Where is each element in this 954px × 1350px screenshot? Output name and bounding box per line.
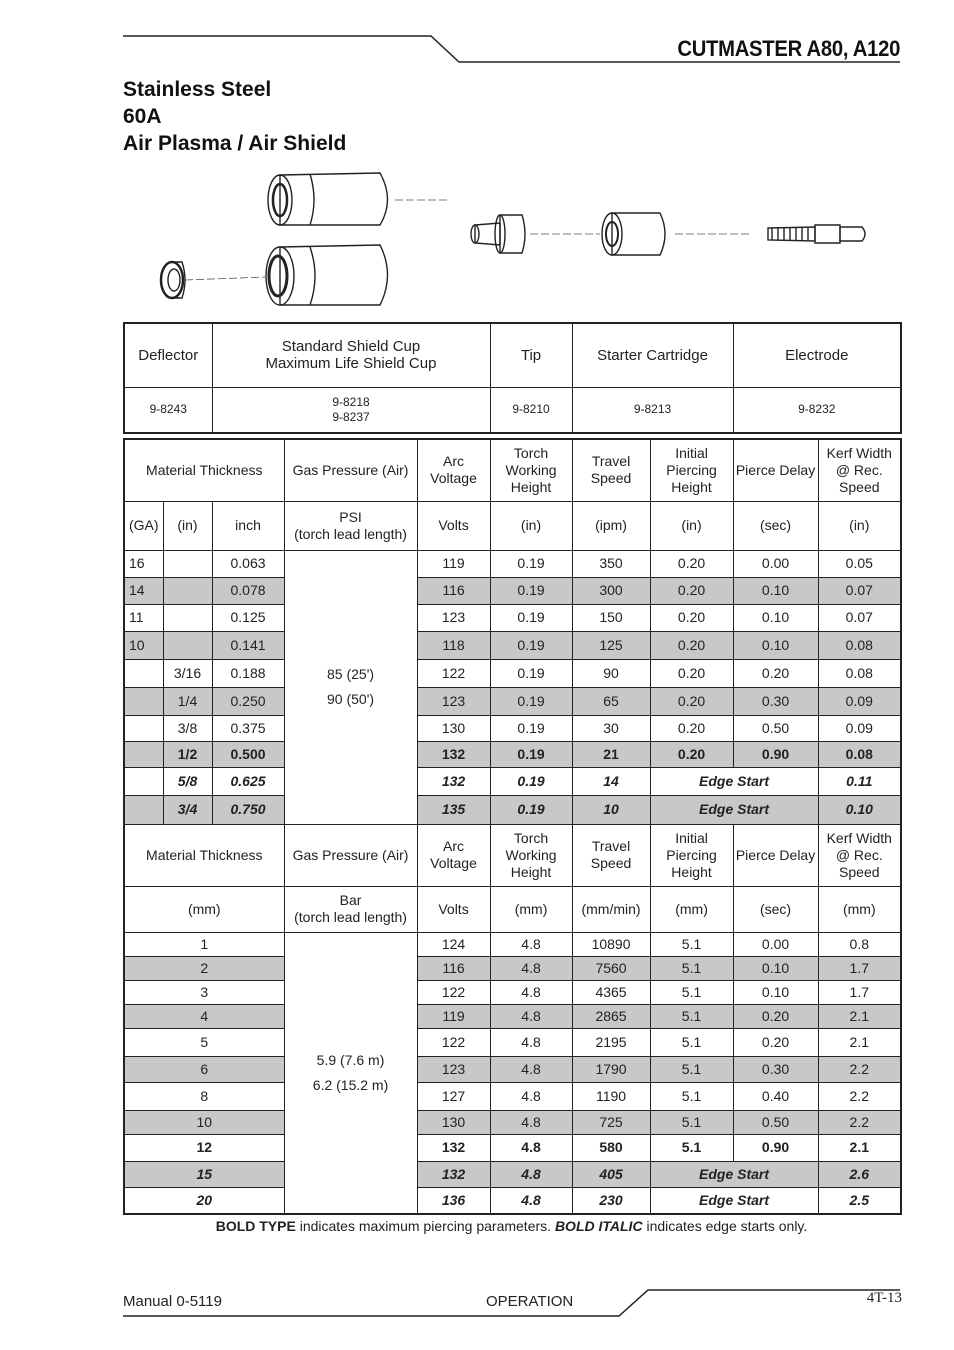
cell-pierce-height: 0.20	[650, 604, 733, 631]
met-unit-twh: (mm)	[490, 886, 572, 932]
cell-pierce-height: 0.20	[650, 687, 733, 715]
cell-kerf: 0.08	[818, 659, 901, 687]
imp-unit-in: (in)	[163, 501, 212, 550]
cell-kerf: 2.2	[818, 1110, 901, 1134]
cell-pierce-delay: 0.10	[733, 631, 818, 659]
imp-header-arc: Arc Voltage	[417, 439, 490, 501]
imperial-row	[124, 659, 901, 687]
cell-kerf: 2.5	[818, 1187, 901, 1214]
metric-row	[124, 1161, 901, 1187]
cell-travel-speed: 300	[572, 577, 650, 604]
gas-pressure-value: 6.2 (15.2 m)	[312, 1076, 389, 1093]
cell-edge-start: Edge Start	[650, 767, 818, 795]
deflector-illustration	[161, 262, 185, 298]
cell-kerf: 0.08	[818, 741, 901, 767]
metric-row	[124, 1004, 901, 1028]
gas-pressure-value: 5.9 (7.6 m)	[316, 1051, 385, 1068]
cell-torch-height: 4.8	[490, 956, 572, 980]
cell-kerf: 2.1	[818, 1028, 901, 1056]
cell-pierce-height: 0.20	[650, 659, 733, 687]
cell-travel-speed: 580	[572, 1134, 650, 1161]
met-header-kerf: Kerf Width @ Rec. Speed	[818, 824, 901, 886]
imperial-row	[124, 550, 901, 577]
max-life-shield-cup-illustration	[266, 245, 388, 305]
cell-pierce-delay: 0.30	[733, 687, 818, 715]
cell-mm: 8	[124, 1082, 284, 1110]
cell-torch-height: 0.19	[490, 577, 572, 604]
cell-fraction: 3/4	[163, 795, 212, 824]
cell-pierce-height: 5.1	[650, 1028, 733, 1056]
imp-header-pierce: Pierce Delay	[733, 439, 818, 501]
imperial-row	[124, 604, 901, 631]
cell-torch-height: 4.8	[490, 1187, 572, 1214]
part-number-deflector: 9-8243	[124, 387, 212, 433]
cell-pierce-delay: 0.00	[733, 932, 818, 956]
met-header-pierce: Pierce Delay	[733, 824, 818, 886]
cell-kerf: 2.2	[818, 1082, 901, 1110]
cell-pierce-delay: 0.90	[733, 741, 818, 767]
cell-kerf: 0.07	[818, 604, 901, 631]
cell-pierce-height: 5.1	[650, 980, 733, 1004]
cell-edge-start: Edge Start	[650, 1187, 818, 1214]
cell-kerf: 2.1	[818, 1134, 901, 1161]
cell-arc-voltage: 122	[417, 659, 490, 687]
cell-travel-speed: 230	[572, 1187, 650, 1214]
cell-gauge	[124, 795, 163, 824]
cell-pierce-height: 5.1	[650, 956, 733, 980]
imp-unit-iph: (in)	[650, 501, 733, 550]
standard-shield-cup-illustration	[268, 173, 388, 225]
footer-page-number: 4T-13	[866, 1290, 902, 1306]
gas-pressure-value: 90 (50')	[327, 691, 375, 707]
cell-fraction	[163, 550, 212, 577]
imperial-row	[124, 741, 901, 767]
cell-fraction: 5/8	[163, 767, 212, 795]
cell-torch-height: 0.19	[490, 715, 572, 741]
cell-pierce-delay: 0.20	[733, 1004, 818, 1028]
cell-torch-height: 4.8	[490, 1056, 572, 1082]
cell-gauge	[124, 767, 163, 795]
cell-inch: 0.500	[212, 741, 284, 767]
cell-gauge: 16	[124, 550, 163, 577]
cell-gauge: 11	[124, 604, 163, 631]
cell-arc-voltage: 116	[417, 956, 490, 980]
cell-torch-height: 0.19	[490, 604, 572, 631]
tip-illustration	[471, 215, 525, 253]
cell-travel-speed: 10890	[572, 932, 650, 956]
imperial-row	[124, 795, 901, 824]
cell-torch-height: 0.19	[490, 659, 572, 687]
met-unit-mm: (mm)	[124, 886, 284, 932]
cell-arc-voltage: 116	[417, 577, 490, 604]
cell-pierce-height: 5.1	[650, 1134, 733, 1161]
cell-gauge: 14	[124, 577, 163, 604]
cell-arc-voltage: 130	[417, 715, 490, 741]
cell-travel-speed: 10	[572, 795, 650, 824]
cell-gauge	[124, 687, 163, 715]
cell-travel-speed: 725	[572, 1110, 650, 1134]
cell-pierce-height: 5.1	[650, 1082, 733, 1110]
starter-cartridge-illustration	[602, 213, 665, 255]
cell-mm: 2	[124, 956, 284, 980]
cell-kerf: 2.6	[818, 1161, 901, 1187]
metric-row	[124, 1134, 901, 1161]
cell-arc-voltage: 123	[417, 1056, 490, 1082]
cell-arc-voltage: 119	[417, 550, 490, 577]
cut-parameters-table	[123, 438, 902, 1215]
cell-pierce-height: 0.20	[650, 631, 733, 659]
cell-mm: 6	[124, 1056, 284, 1082]
cell-kerf: 0.11	[818, 767, 901, 795]
cell-pierce-delay: 0.50	[733, 1110, 818, 1134]
page-title-line1: Stainless Steel	[123, 78, 272, 101]
cell-kerf: 2.1	[818, 1004, 901, 1028]
cell-arc-voltage: 122	[417, 980, 490, 1004]
cell-travel-speed: 4365	[572, 980, 650, 1004]
cell-kerf: 0.09	[818, 687, 901, 715]
cell-inch: 0.141	[212, 631, 284, 659]
footer-manual-number: Manual 0-5119	[123, 1293, 222, 1310]
cell-mm: 10	[124, 1110, 284, 1134]
page-title-line2: 60A	[123, 105, 162, 128]
metric-row	[124, 980, 901, 1004]
parts-table	[123, 322, 902, 434]
cell-arc-voltage: 132	[417, 767, 490, 795]
cell-gauge	[124, 715, 163, 741]
cell-kerf: 0.09	[818, 715, 901, 741]
part-number-starter: 9-8213	[572, 387, 733, 433]
cell-torch-height: 4.8	[490, 932, 572, 956]
imperial-row	[124, 767, 901, 795]
imperial-row	[124, 631, 901, 659]
imp-unit-twh: (in)	[490, 501, 572, 550]
met-header-gas: Gas Pressure (Air)	[284, 824, 417, 886]
met-header-arc: Arc Voltage	[417, 824, 490, 886]
imp-unit-psi: PSI (torch lead length)	[284, 501, 417, 550]
cell-travel-speed: 125	[572, 631, 650, 659]
metric-row	[124, 956, 901, 980]
cell-torch-height: 4.8	[490, 1028, 572, 1056]
parts-header-starter: Starter Cartridge	[572, 323, 733, 387]
met-unit-volts: Volts	[417, 886, 490, 932]
met-gas-pressure-cell	[284, 932, 417, 1214]
imp-unit-inch: inch	[212, 501, 284, 550]
cell-torch-height: 0.19	[490, 631, 572, 659]
cell-travel-speed: 65	[572, 687, 650, 715]
met-unit-iph: (mm)	[650, 886, 733, 932]
cell-torch-height: 4.8	[490, 1161, 572, 1187]
cell-pierce-delay: 0.90	[733, 1134, 818, 1161]
cell-inch: 0.250	[212, 687, 284, 715]
cell-travel-speed: 14	[572, 767, 650, 795]
cell-fraction	[163, 577, 212, 604]
page-title-line3: Air Plasma / Air Shield	[123, 132, 347, 155]
cell-edge-start: Edge Start	[650, 1161, 818, 1187]
cell-fraction: 1/2	[163, 741, 212, 767]
imp-gas-pressure-cell	[284, 550, 417, 824]
cell-arc-voltage: 135	[417, 795, 490, 824]
cell-pierce-height: 5.1	[650, 1110, 733, 1134]
part-number-tip: 9-8210	[490, 387, 572, 433]
cell-pierce-delay: 0.30	[733, 1056, 818, 1082]
imp-header-material: Material Thickness	[124, 439, 284, 501]
cell-pierce-delay: 0.40	[733, 1082, 818, 1110]
cell-kerf: 0.8	[818, 932, 901, 956]
met-header-travel: Travel Speed	[572, 824, 650, 886]
cell-edge-start: Edge Start	[650, 795, 818, 824]
cell-pierce-height: 0.20	[650, 550, 733, 577]
imp-unit-volts: Volts	[417, 501, 490, 550]
cell-kerf: 0.08	[818, 631, 901, 659]
imp-unit-sec: (sec)	[733, 501, 818, 550]
torch-parts-drawing	[150, 165, 880, 315]
cell-pierce-height: 0.20	[650, 715, 733, 741]
cell-inch: 0.188	[212, 659, 284, 687]
met-unit-sec: (sec)	[733, 886, 818, 932]
imperial-row	[124, 687, 901, 715]
cell-mm: 3	[124, 980, 284, 1004]
cell-kerf: 1.7	[818, 956, 901, 980]
imp-header-torch: Torch Working Height	[490, 439, 572, 501]
cell-arc-voltage: 127	[417, 1082, 490, 1110]
cell-inch: 0.375	[212, 715, 284, 741]
cell-inch: 0.625	[212, 767, 284, 795]
met-header-torch: Torch Working Height	[490, 824, 572, 886]
cell-pierce-delay: 0.10	[733, 577, 818, 604]
met-unit-bar: Bar (torch lead length)	[284, 886, 417, 932]
cell-mm: 15	[124, 1161, 284, 1187]
cell-kerf: 0.05	[818, 550, 901, 577]
imp-unit-ipm: (ipm)	[572, 501, 650, 550]
metric-row	[124, 1082, 901, 1110]
cell-travel-speed: 2865	[572, 1004, 650, 1028]
cell-arc-voltage: 123	[417, 604, 490, 631]
cell-kerf: 0.07	[818, 577, 901, 604]
cell-gauge: 10	[124, 631, 163, 659]
cell-arc-voltage: 132	[417, 1134, 490, 1161]
cell-fraction	[163, 604, 212, 631]
imp-unit-kerf: (in)	[818, 501, 901, 550]
cell-travel-speed: 350	[572, 550, 650, 577]
cell-pierce-height: 0.20	[650, 577, 733, 604]
cell-arc-voltage: 122	[417, 1028, 490, 1056]
parts-header-deflector: Deflector	[124, 323, 212, 387]
cell-arc-voltage: 132	[417, 1161, 490, 1187]
cell-travel-speed: 21	[572, 741, 650, 767]
parts-header-shield-cup: Standard Shield Cup Maximum Life Shield Cup	[212, 323, 490, 387]
cell-pierce-height: 5.1	[650, 1004, 733, 1028]
electrode-illustration	[768, 225, 865, 243]
imp-header-initial: Initial Piercing Height	[650, 439, 733, 501]
metric-row	[124, 1110, 901, 1134]
cell-travel-speed: 2195	[572, 1028, 650, 1056]
cell-mm: 4	[124, 1004, 284, 1028]
cell-travel-speed: 1790	[572, 1056, 650, 1082]
cell-gauge	[124, 741, 163, 767]
cell-fraction: 3/16	[163, 659, 212, 687]
cell-travel-speed: 405	[572, 1161, 650, 1187]
metric-row	[124, 1187, 901, 1214]
cell-travel-speed: 30	[572, 715, 650, 741]
cell-travel-speed: 90	[572, 659, 650, 687]
legend-note: BOLD TYPE indicates maximum piercing parameters. BOLD ITALIC indicates edge starts only.	[215, 1218, 808, 1234]
cell-arc-voltage: 136	[417, 1187, 490, 1214]
cell-fraction: 1/4	[163, 687, 212, 715]
cell-pierce-delay: 0.00	[733, 550, 818, 577]
parts-header-electrode: Electrode	[733, 323, 901, 387]
footer-section: OPERATION	[486, 1293, 574, 1310]
cell-arc-voltage: 130	[417, 1110, 490, 1134]
cell-inch: 0.750	[212, 795, 284, 824]
cell-torch-height: 4.8	[490, 1082, 572, 1110]
cell-arc-voltage: 124	[417, 932, 490, 956]
header-title: CUTMASTER A80, A120	[677, 36, 900, 61]
cell-torch-height: 4.8	[490, 1134, 572, 1161]
cell-torch-height: 4.8	[490, 980, 572, 1004]
page-title	[123, 76, 346, 157]
cell-pierce-delay: 0.10	[733, 604, 818, 631]
cell-inch: 0.078	[212, 577, 284, 604]
cell-travel-speed: 7560	[572, 956, 650, 980]
part-number-shield-cups: 9-8218 9-8237	[212, 387, 490, 433]
metric-row	[124, 932, 901, 956]
part-number-electrode: 9-8232	[733, 387, 901, 433]
cell-fraction	[163, 631, 212, 659]
imperial-row	[124, 715, 901, 741]
cell-torch-height: 0.19	[490, 767, 572, 795]
imp-unit-ga: (GA)	[124, 501, 163, 550]
cell-torch-height: 4.8	[490, 1004, 572, 1028]
cell-travel-speed: 150	[572, 604, 650, 631]
cell-gauge	[124, 659, 163, 687]
cell-arc-voltage: 118	[417, 631, 490, 659]
cell-arc-voltage: 123	[417, 687, 490, 715]
cell-inch: 0.125	[212, 604, 284, 631]
cell-torch-height: 4.8	[490, 1110, 572, 1134]
cell-torch-height: 0.19	[490, 795, 572, 824]
gas-pressure-value: 85 (25')	[327, 666, 375, 682]
metric-row	[124, 1056, 901, 1082]
parts-header-tip: Tip	[490, 323, 572, 387]
cell-mm: 12	[124, 1134, 284, 1161]
metric-row	[124, 1028, 901, 1056]
cell-mm: 20	[124, 1187, 284, 1214]
cell-arc-voltage: 132	[417, 741, 490, 767]
cell-mm: 5	[124, 1028, 284, 1056]
cell-pierce-delay: 0.20	[733, 659, 818, 687]
cell-kerf: 2.2	[818, 1056, 901, 1082]
imp-header-kerf: Kerf Width @ Rec. Speed	[818, 439, 901, 501]
cell-pierce-delay: 0.10	[733, 956, 818, 980]
cell-pierce-delay: 0.20	[733, 1028, 818, 1056]
cell-fraction: 3/8	[163, 715, 212, 741]
cell-arc-voltage: 119	[417, 1004, 490, 1028]
cell-pierce-height: 0.20	[650, 741, 733, 767]
cell-travel-speed: 1190	[572, 1082, 650, 1110]
cell-pierce-delay: 0.50	[733, 715, 818, 741]
imp-header-gas: Gas Pressure (Air)	[284, 439, 417, 501]
imp-header-travel: Travel Speed	[572, 439, 650, 501]
cell-kerf: 0.10	[818, 795, 901, 824]
cell-inch: 0.063	[212, 550, 284, 577]
met-header-initial: Initial Piercing Height	[650, 824, 733, 886]
cell-torch-height: 0.19	[490, 741, 572, 767]
cell-pierce-delay: 0.10	[733, 980, 818, 1004]
cell-mm: 1	[124, 932, 284, 956]
met-unit-kerf: (mm)	[818, 886, 901, 932]
cell-torch-height: 0.19	[490, 687, 572, 715]
cell-torch-height: 0.19	[490, 550, 572, 577]
imperial-row	[124, 577, 901, 604]
met-header-material: Material Thickness	[124, 824, 284, 886]
cell-kerf: 1.7	[818, 980, 901, 1004]
met-unit-speed: (mm/min)	[572, 886, 650, 932]
cell-pierce-height: 5.1	[650, 932, 733, 956]
cell-pierce-height: 5.1	[650, 1056, 733, 1082]
